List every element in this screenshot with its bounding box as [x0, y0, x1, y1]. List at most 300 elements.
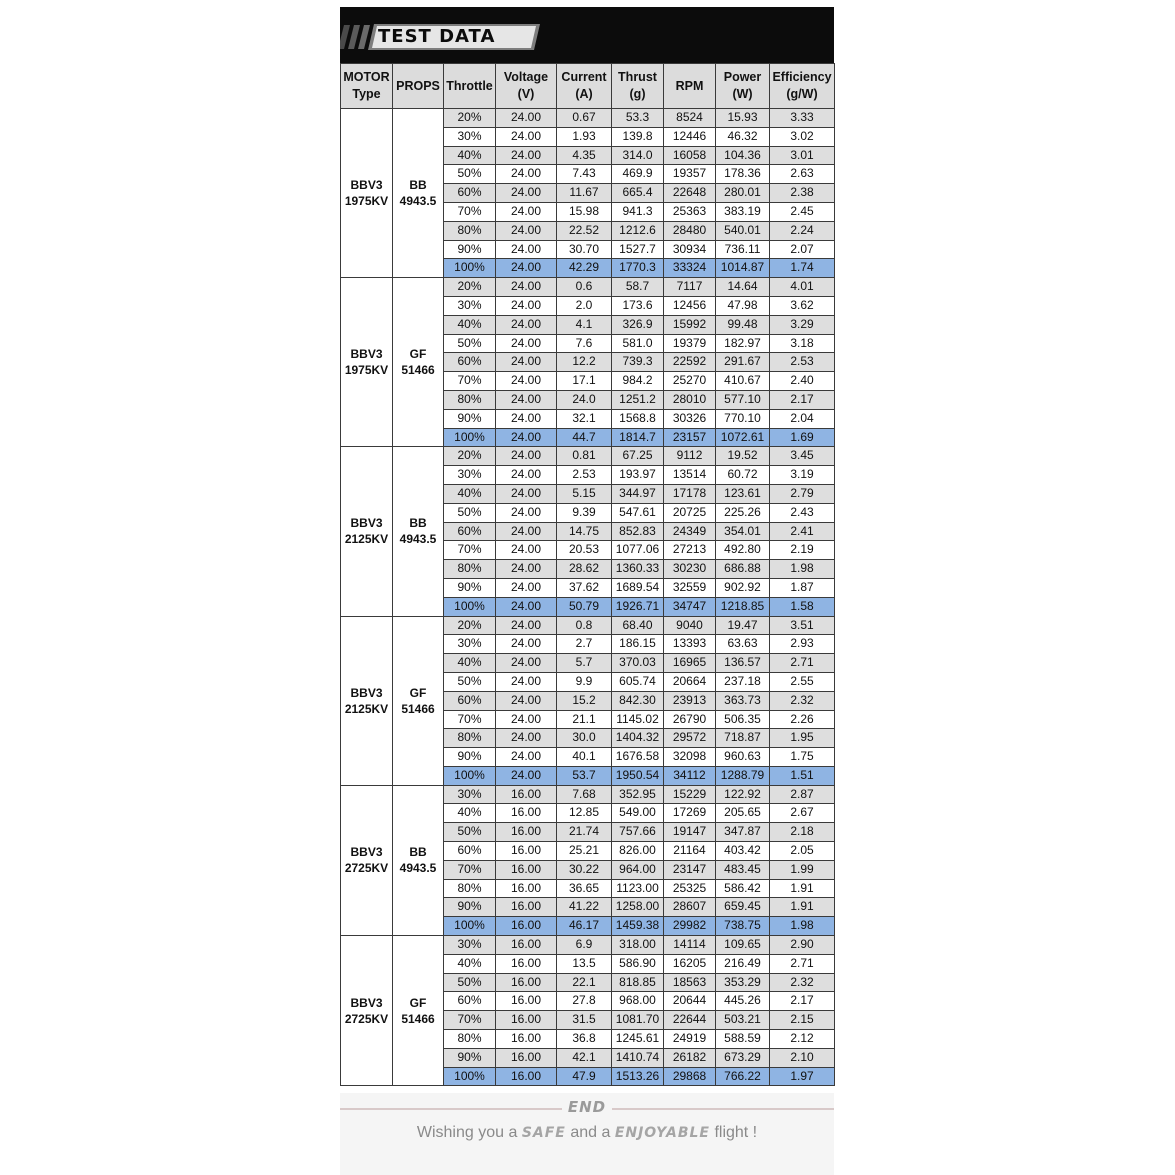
table-row	[341, 447, 835, 466]
data-cell: 547.61	[612, 503, 664, 522]
data-cell: 3.33	[770, 109, 835, 128]
data-cell: 25270	[664, 372, 716, 391]
data-cell: 1950.54	[612, 766, 664, 785]
data-cell: 1212.6	[612, 221, 664, 240]
data-cell: 7.43	[557, 165, 612, 184]
data-cell: 16.00	[496, 992, 557, 1011]
data-cell: 16.00	[496, 898, 557, 917]
data-cell: 549.00	[612, 804, 664, 823]
data-cell: 586.90	[612, 954, 664, 973]
data-cell: 24.00	[496, 259, 557, 278]
data-cell: 104.36	[716, 146, 770, 165]
data-cell: 47.98	[716, 296, 770, 315]
data-cell: 964.00	[612, 860, 664, 879]
footer	[340, 1093, 834, 1175]
data-cell: 100%	[444, 428, 496, 447]
data-cell: 40%	[444, 954, 496, 973]
data-cell: 766.22	[716, 1067, 770, 1086]
data-cell: 27213	[664, 541, 716, 560]
data-cell: 7117	[664, 278, 716, 297]
data-cell: 2.40	[770, 372, 835, 391]
data-cell: 16.00	[496, 954, 557, 973]
data-cell: 29572	[664, 729, 716, 748]
data-cell: 16.00	[496, 917, 557, 936]
safe-word: SAFE	[521, 1125, 566, 1141]
data-cell: 24.00	[496, 766, 557, 785]
data-cell: 16.00	[496, 1048, 557, 1067]
props-cell: GF 51466	[393, 278, 444, 447]
motor-type-cell: BBV3 2725KV	[341, 785, 393, 935]
data-cell: 42.29	[557, 259, 612, 278]
table-row	[341, 278, 835, 297]
data-cell: 34747	[664, 597, 716, 616]
data-cell: 0.6	[557, 278, 612, 297]
data-cell: 2.24	[770, 221, 835, 240]
data-cell: 15229	[664, 785, 716, 804]
data-cell: 2.71	[770, 954, 835, 973]
data-cell: 1218.85	[716, 597, 770, 616]
column-header: Voltage (V)	[496, 64, 557, 109]
data-cell: 902.92	[716, 578, 770, 597]
data-cell: 53.3	[612, 109, 664, 128]
data-cell: 14114	[664, 936, 716, 955]
data-cell: 24.00	[496, 560, 557, 579]
data-cell: 2.67	[770, 804, 835, 823]
data-cell: 24.00	[496, 221, 557, 240]
data-cell: 2.79	[770, 484, 835, 503]
data-cell: 15992	[664, 315, 716, 334]
data-cell: 40%	[444, 654, 496, 673]
data-cell: 941.3	[612, 202, 664, 221]
data-cell: 2.12	[770, 1030, 835, 1049]
data-cell: 14.64	[716, 278, 770, 297]
data-cell: 24.00	[496, 729, 557, 748]
data-cell: 16965	[664, 654, 716, 673]
data-cell: 24.00	[496, 372, 557, 391]
data-cell: 20664	[664, 672, 716, 691]
data-cell: 1.91	[770, 898, 835, 917]
data-cell: 22.1	[557, 973, 612, 992]
data-cell: 16.00	[496, 936, 557, 955]
data-cell: 383.19	[716, 202, 770, 221]
data-cell: 673.29	[716, 1048, 770, 1067]
column-header: RPM	[664, 64, 716, 109]
data-cell: 24.0	[557, 390, 612, 409]
data-cell: 22644	[664, 1011, 716, 1030]
data-cell: 80%	[444, 879, 496, 898]
data-cell: 90%	[444, 748, 496, 767]
data-cell: 3.02	[770, 127, 835, 146]
data-cell: 70%	[444, 860, 496, 879]
data-cell: 23913	[664, 691, 716, 710]
data-cell: 347.87	[716, 823, 770, 842]
data-cell: 2.93	[770, 635, 835, 654]
data-cell: 30%	[444, 296, 496, 315]
data-cell: 1459.38	[612, 917, 664, 936]
data-cell: 99.48	[716, 315, 770, 334]
data-cell: 23157	[664, 428, 716, 447]
data-cell: 24.00	[496, 522, 557, 541]
data-cell: 326.9	[612, 315, 664, 334]
motor-type-cell: BBV3 1975KV	[341, 278, 393, 447]
data-cell: 13514	[664, 466, 716, 485]
data-cell: 2.05	[770, 842, 835, 861]
data-cell: 22648	[664, 184, 716, 203]
data-cell: 67.25	[612, 447, 664, 466]
data-cell: 24.00	[496, 184, 557, 203]
banner-title: TEST DATA	[378, 26, 496, 47]
data-cell: 3.29	[770, 315, 835, 334]
data-cell: 25363	[664, 202, 716, 221]
data-cell: 15.98	[557, 202, 612, 221]
data-cell: 318.00	[612, 936, 664, 955]
data-cell: 90%	[444, 578, 496, 597]
data-cell: 44.7	[557, 428, 612, 447]
data-cell: 28607	[664, 898, 716, 917]
data-cell: 1123.00	[612, 879, 664, 898]
data-cell: 4.01	[770, 278, 835, 297]
data-cell: 30230	[664, 560, 716, 579]
data-cell: 30%	[444, 785, 496, 804]
data-cell: 686.88	[716, 560, 770, 579]
data-cell: 24.00	[496, 109, 557, 128]
data-cell: 16.00	[496, 842, 557, 861]
data-cell: 36.8	[557, 1030, 612, 1049]
data-cell: 1145.02	[612, 710, 664, 729]
data-cell: 40%	[444, 146, 496, 165]
data-cell: 4.35	[557, 146, 612, 165]
data-cell: 90%	[444, 1048, 496, 1067]
data-cell: 139.8	[612, 127, 664, 146]
data-cell: 1.98	[770, 560, 835, 579]
data-cell: 24919	[664, 1030, 716, 1049]
table-row	[341, 936, 835, 955]
data-cell: 1.69	[770, 428, 835, 447]
data-cell: 60.72	[716, 466, 770, 485]
data-cell: 738.75	[716, 917, 770, 936]
data-cell: 291.67	[716, 353, 770, 372]
data-cell: 100%	[444, 259, 496, 278]
data-cell: 90%	[444, 898, 496, 917]
data-cell: 12.2	[557, 353, 612, 372]
data-cell: 11.67	[557, 184, 612, 203]
data-cell: 581.0	[612, 334, 664, 353]
data-cell: 50%	[444, 165, 496, 184]
data-cell: 0.8	[557, 616, 612, 635]
column-header: Efficiency (g/W)	[770, 64, 835, 109]
data-cell: 17.1	[557, 372, 612, 391]
data-cell: 2.87	[770, 785, 835, 804]
data-cell: 26790	[664, 710, 716, 729]
data-cell: 19.52	[716, 447, 770, 466]
data-cell: 19379	[664, 334, 716, 353]
data-cell: 3.45	[770, 447, 835, 466]
data-cell: 1014.87	[716, 259, 770, 278]
data-cell: 1.95	[770, 729, 835, 748]
data-cell: 9.9	[557, 672, 612, 691]
data-cell: 173.6	[612, 296, 664, 315]
data-cell: 19147	[664, 823, 716, 842]
motor-type-cell: BBV3 2725KV	[341, 936, 393, 1086]
data-cell: 50.79	[557, 597, 612, 616]
data-cell: 30.0	[557, 729, 612, 748]
data-cell: 1.93	[557, 127, 612, 146]
data-cell: 30%	[444, 466, 496, 485]
data-cell: 16058	[664, 146, 716, 165]
data-cell: 1676.58	[612, 748, 664, 767]
data-cell: 352.95	[612, 785, 664, 804]
props-cell: BB 4943.5	[393, 447, 444, 616]
data-cell: 24.00	[496, 616, 557, 635]
column-header: Current (A)	[557, 64, 612, 109]
data-cell: 41.22	[557, 898, 612, 917]
data-cell: 32098	[664, 748, 716, 767]
data-cell: 46.17	[557, 917, 612, 936]
motor-type-cell: BBV3 2125KV	[341, 447, 393, 616]
data-cell: 36.65	[557, 879, 612, 898]
data-cell: 40%	[444, 804, 496, 823]
data-cell: 2.04	[770, 409, 835, 428]
data-cell: 24.00	[496, 503, 557, 522]
data-cell: 123.61	[716, 484, 770, 503]
data-cell: 27.8	[557, 992, 612, 1011]
data-cell: 193.97	[612, 466, 664, 485]
data-cell: 1.87	[770, 578, 835, 597]
data-cell: 1568.8	[612, 409, 664, 428]
data-cell: 24.00	[496, 710, 557, 729]
data-cell: 80%	[444, 221, 496, 240]
data-cell: 13.5	[557, 954, 612, 973]
data-cell: 9.39	[557, 503, 612, 522]
data-cell: 42.1	[557, 1048, 612, 1067]
data-cell: 21.1	[557, 710, 612, 729]
data-cell: 968.00	[612, 992, 664, 1011]
data-cell: 20%	[444, 109, 496, 128]
data-cell: 30.70	[557, 240, 612, 259]
data-cell: 469.9	[612, 165, 664, 184]
data-cell: 6.9	[557, 936, 612, 955]
data-cell: 205.65	[716, 804, 770, 823]
data-cell: 50%	[444, 672, 496, 691]
data-cell: 70%	[444, 541, 496, 560]
data-cell: 24.00	[496, 691, 557, 710]
data-cell: 24.00	[496, 278, 557, 297]
data-cell: 605.74	[612, 672, 664, 691]
data-cell: 2.15	[770, 1011, 835, 1030]
data-cell: 178.36	[716, 165, 770, 184]
data-cell: 58.7	[612, 278, 664, 297]
data-cell: 24.00	[496, 334, 557, 353]
data-cell: 659.45	[716, 898, 770, 917]
data-cell: 2.17	[770, 992, 835, 1011]
data-cell: 344.97	[612, 484, 664, 503]
data-cell: 1360.33	[612, 560, 664, 579]
data-cell: 2.19	[770, 541, 835, 560]
data-cell: 18563	[664, 973, 716, 992]
data-cell: 24.00	[496, 578, 557, 597]
data-cell: 24.00	[496, 541, 557, 560]
data-cell: 24.00	[496, 353, 557, 372]
data-cell: 24.00	[496, 597, 557, 616]
data-cell: 1.97	[770, 1067, 835, 1086]
data-cell: 15.2	[557, 691, 612, 710]
data-cell: 960.63	[716, 748, 770, 767]
data-cell: 1404.32	[612, 729, 664, 748]
data-cell: 31.5	[557, 1011, 612, 1030]
data-cell: 16.00	[496, 823, 557, 842]
data-cell: 33324	[664, 259, 716, 278]
data-cell: 30%	[444, 635, 496, 654]
data-cell: 100%	[444, 766, 496, 785]
data-cell: 24.00	[496, 390, 557, 409]
data-cell: 30934	[664, 240, 716, 259]
data-cell: 70%	[444, 202, 496, 221]
data-cell: 16.00	[496, 1011, 557, 1030]
data-cell: 90%	[444, 409, 496, 428]
data-cell: 23147	[664, 860, 716, 879]
data-cell: 0.81	[557, 447, 612, 466]
data-cell: 24.00	[496, 654, 557, 673]
data-cell: 586.42	[716, 879, 770, 898]
data-cell: 445.26	[716, 992, 770, 1011]
data-cell: 25325	[664, 879, 716, 898]
data-cell: 2.71	[770, 654, 835, 673]
header-row	[341, 64, 835, 109]
data-cell: 109.65	[716, 936, 770, 955]
data-cell: 2.32	[770, 973, 835, 992]
data-cell: 770.10	[716, 409, 770, 428]
data-cell: 90%	[444, 240, 496, 259]
data-cell: 8524	[664, 109, 716, 128]
data-cell: 736.11	[716, 240, 770, 259]
data-cell: 30%	[444, 936, 496, 955]
data-cell: 665.4	[612, 184, 664, 203]
data-cell: 1.74	[770, 259, 835, 278]
data-cell: 1513.26	[612, 1067, 664, 1086]
data-cell: 80%	[444, 560, 496, 579]
data-cell: 40.1	[557, 748, 612, 767]
data-cell: 2.41	[770, 522, 835, 541]
data-cell: 21164	[664, 842, 716, 861]
data-cell: 2.43	[770, 503, 835, 522]
data-cell: 410.67	[716, 372, 770, 391]
data-cell: 588.59	[716, 1030, 770, 1049]
data-cell: 225.26	[716, 503, 770, 522]
data-cell: 5.7	[557, 654, 612, 673]
test-data-sheet	[340, 7, 834, 1086]
motor-type-cell: BBV3 1975KV	[341, 109, 393, 278]
data-cell: 1.91	[770, 879, 835, 898]
data-cell: 1081.70	[612, 1011, 664, 1030]
data-cell: 1.99	[770, 860, 835, 879]
data-cell: 60%	[444, 842, 496, 861]
data-cell: 47.9	[557, 1067, 612, 1086]
data-cell: 1814.7	[612, 428, 664, 447]
data-cell: 80%	[444, 390, 496, 409]
data-cell: 50%	[444, 334, 496, 353]
data-cell: 1.58	[770, 597, 835, 616]
data-cell: 182.97	[716, 334, 770, 353]
data-cell: 0.67	[557, 109, 612, 128]
data-cell: 60%	[444, 992, 496, 1011]
data-cell: 100%	[444, 917, 496, 936]
data-cell: 3.51	[770, 616, 835, 635]
data-cell: 757.66	[612, 823, 664, 842]
data-cell: 7.6	[557, 334, 612, 353]
data-cell: 403.42	[716, 842, 770, 861]
data-cell: 24.00	[496, 315, 557, 334]
banner	[340, 7, 834, 63]
table-row	[341, 785, 835, 804]
data-cell: 503.21	[716, 1011, 770, 1030]
data-cell: 12.85	[557, 804, 612, 823]
data-cell: 2.38	[770, 184, 835, 203]
data-cell: 1410.74	[612, 1048, 664, 1067]
data-cell: 852.83	[612, 522, 664, 541]
data-cell: 16.00	[496, 1030, 557, 1049]
data-cell: 1245.61	[612, 1030, 664, 1049]
data-cell: 2.17	[770, 390, 835, 409]
data-cell: 24.00	[496, 240, 557, 259]
data-cell: 984.2	[612, 372, 664, 391]
data-cell: 12446	[664, 127, 716, 146]
data-cell: 314.0	[612, 146, 664, 165]
data-cell: 2.0	[557, 296, 612, 315]
data-cell: 280.01	[716, 184, 770, 203]
data-cell: 136.57	[716, 654, 770, 673]
farewell-text: Wishing you a SAFE and a ENJOYABLE flight !	[416, 1124, 758, 1141]
data-cell: 26182	[664, 1048, 716, 1067]
data-cell: 3.19	[770, 466, 835, 485]
data-cell: 842.30	[612, 691, 664, 710]
data-cell: 24.00	[496, 466, 557, 485]
table-body	[341, 109, 835, 1086]
data-cell: 24.00	[496, 202, 557, 221]
data-cell: 16.00	[496, 860, 557, 879]
data-cell: 63.63	[716, 635, 770, 654]
data-cell: 17269	[664, 804, 716, 823]
data-cell: 40%	[444, 484, 496, 503]
data-cell: 24.00	[496, 146, 557, 165]
data-cell: 46.32	[716, 127, 770, 146]
data-cell: 53.7	[557, 766, 612, 785]
data-cell: 2.90	[770, 936, 835, 955]
table-row	[341, 616, 835, 635]
data-cell: 2.18	[770, 823, 835, 842]
column-header: Throttle	[444, 64, 496, 109]
data-cell: 24.00	[496, 635, 557, 654]
data-cell: 1288.79	[716, 766, 770, 785]
test-data-table	[340, 63, 835, 1086]
data-cell: 17178	[664, 484, 716, 503]
data-cell: 16205	[664, 954, 716, 973]
data-cell: 100%	[444, 597, 496, 616]
motor-type-cell: BBV3 2125KV	[341, 616, 393, 785]
data-cell: 2.63	[770, 165, 835, 184]
data-cell: 50%	[444, 973, 496, 992]
data-cell: 40%	[444, 315, 496, 334]
enjoyable-word: ENJOYABLE	[614, 1125, 710, 1141]
data-cell: 70%	[444, 1011, 496, 1030]
data-cell: 28480	[664, 221, 716, 240]
data-cell: 28.62	[557, 560, 612, 579]
data-cell: 24.00	[496, 484, 557, 503]
data-cell: 19.47	[716, 616, 770, 635]
data-cell: 1251.2	[612, 390, 664, 409]
data-cell: 483.45	[716, 860, 770, 879]
data-cell: 32559	[664, 578, 716, 597]
data-cell: 15.93	[716, 109, 770, 128]
